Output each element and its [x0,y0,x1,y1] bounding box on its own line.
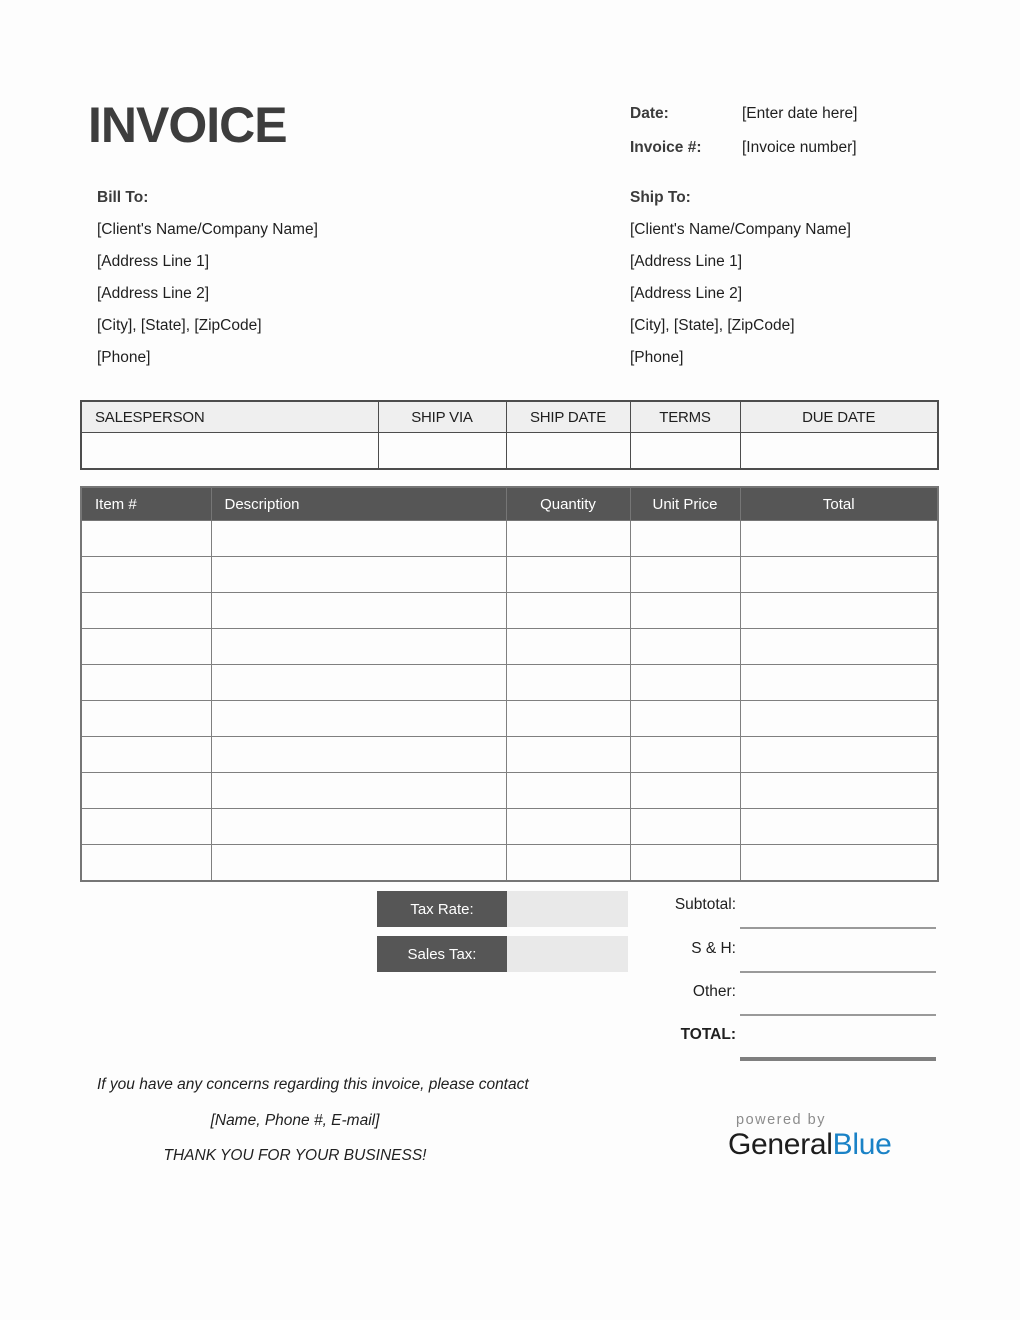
description-cell[interactable] [211,737,506,773]
item-row [81,845,938,882]
item-row [81,629,938,665]
quantity-cell[interactable] [506,557,630,593]
shipping-handling-row [0,940,1020,984]
item-number-cell[interactable] [81,521,211,557]
quantity-cell[interactable] [506,521,630,557]
ship-to-section [630,182,851,374]
quantity-cell[interactable] [506,593,630,629]
date-label: Date: [630,105,669,122]
line-items-table [80,486,939,882]
item-row [81,557,938,593]
invoice-number-field[interactable]: [Invoice number] [742,139,857,156]
ship-to-address2-field[interactable]: [Address Line 2] [630,285,743,302]
bill-to-address1-field[interactable]: [Address Line 1] [97,253,210,270]
shipping-handling-value-line[interactable] [740,971,936,973]
total-value-line[interactable] [740,1057,936,1061]
total-cell[interactable] [740,773,938,809]
total-cell[interactable] [740,809,938,845]
quantity-header: Quantity [506,487,630,521]
unit-price-cell[interactable] [630,773,740,809]
invoice-meta [630,97,857,165]
bill-to-address2-field[interactable]: [Address Line 2] [97,285,210,302]
description-cell[interactable] [211,701,506,737]
item-row [81,773,938,809]
description-cell[interactable] [211,629,506,665]
unit-price-cell[interactable] [630,593,740,629]
unit-price-cell[interactable] [630,809,740,845]
brand-general-text: General [728,1128,833,1161]
item-number-cell[interactable] [81,557,211,593]
date-row [630,97,857,131]
ship-to-label: Ship To: [630,189,691,206]
footer-thank-you: THANK YOU FOR YOUR BUSINESS! [163,1147,427,1164]
ship-date-cell[interactable] [506,433,630,470]
invoice-number-label: Invoice #: [630,139,702,156]
powered-by-text: powered by [736,1112,826,1128]
total-header: Total [740,487,938,521]
bill-to-city-field[interactable]: [City], [State], [ZipCode] [97,317,262,334]
unit-price-cell[interactable] [630,665,740,701]
footer-contact-text: If you have any concerns regarding this invoice, please contact [97,1076,529,1093]
item-row [81,521,938,557]
ship-via-header: SHIP VIA [378,401,506,433]
quantity-cell[interactable] [506,809,630,845]
item-number-cell[interactable] [81,701,211,737]
unit-price-cell[interactable] [630,557,740,593]
footer-contact-field[interactable]: [Name, Phone #, E-mail] [210,1111,380,1129]
bill-to-phone-field[interactable]: [Phone] [97,349,151,366]
unit-price-cell[interactable] [630,845,740,882]
item-number-cell[interactable] [81,809,211,845]
item-number-cell[interactable] [81,845,211,882]
total-cell[interactable] [740,521,938,557]
tax-rate-label: Tax Rate: [377,891,507,927]
bill-to-name-field[interactable]: [Client's Name/Company Name] [97,221,318,238]
terms-cell[interactable] [630,433,740,470]
item-number-cell[interactable] [81,593,211,629]
other-row [0,983,1020,1027]
quantity-cell[interactable] [506,629,630,665]
items-header-row [81,487,938,521]
page-title: INVOICE [88,97,287,153]
ship-to-address1-field[interactable]: [Address Line 1] [630,253,743,270]
description-cell[interactable] [211,773,506,809]
ship-via-cell[interactable] [378,433,506,470]
salesperson-cell[interactable] [81,433,378,470]
ship-to-phone-field[interactable]: [Phone] [630,349,684,366]
item-number-cell[interactable] [81,629,211,665]
quantity-cell[interactable] [506,845,630,882]
description-cell[interactable] [211,557,506,593]
brand-blue-text: Blue [832,1128,892,1161]
subtotal-label: Subtotal: [674,896,736,913]
total-cell[interactable] [740,845,938,882]
unit-price-cell[interactable] [630,701,740,737]
item-row [81,593,938,629]
total-cell[interactable] [740,737,938,773]
terms-header: TERMS [630,401,740,433]
other-label: Other: [692,983,736,1000]
quantity-cell[interactable] [506,737,630,773]
total-cell[interactable] [740,701,938,737]
unit-price-header: Unit Price [630,487,740,521]
bill-to-section [97,182,318,374]
unit-price-cell[interactable] [630,629,740,665]
quantity-cell[interactable] [506,701,630,737]
total-cell[interactable] [740,593,938,629]
description-cell[interactable] [211,593,506,629]
quantity-cell[interactable] [506,773,630,809]
description-cell[interactable] [211,809,506,845]
shipping-handling-label: S & H: [691,940,736,957]
item-row [81,737,938,773]
ship-to-city-field[interactable]: [City], [State], [ZipCode] [630,317,795,334]
shipping-header-row [81,401,938,433]
description-cell[interactable] [211,665,506,701]
bill-to-label: Bill To: [97,189,149,206]
description-header: Description [211,487,506,521]
total-cell[interactable] [740,665,938,701]
shipping-data-row [81,433,938,470]
item-row [81,701,938,737]
date-value-field[interactable]: [Enter date here] [742,105,858,122]
sales-tax-label: Sales Tax: [377,936,507,972]
item-number-cell[interactable] [81,737,211,773]
item-number-cell[interactable] [81,773,211,809]
item-number-cell[interactable] [81,665,211,701]
total-cell[interactable] [740,629,938,665]
due-date-header: DUE DATE [740,401,938,433]
item-number-header: Item # [81,487,211,521]
invoice-number-row [630,131,857,165]
total-label: TOTAL: [680,1026,736,1043]
total-row [0,1026,1020,1070]
description-cell[interactable] [211,521,506,557]
due-date-cell[interactable] [740,433,938,470]
footer-note [97,1067,529,1174]
brand-logo [728,1112,892,1162]
unit-price-cell[interactable] [630,521,740,557]
salesperson-header: SALESPERSON [81,401,378,433]
item-row [81,665,938,701]
other-value-line[interactable] [740,1014,936,1016]
quantity-cell[interactable] [506,665,630,701]
subtotal-value-line[interactable] [740,927,936,929]
ship-to-name-field[interactable]: [Client's Name/Company Name] [630,221,851,238]
shipping-info-table [80,400,939,470]
unit-price-cell[interactable] [630,737,740,773]
item-row [81,809,938,845]
description-cell[interactable] [211,845,506,882]
ship-date-header: SHIP DATE [506,401,630,433]
total-cell[interactable] [740,557,938,593]
subtotal-row [0,896,1020,940]
general-blue-logo [728,1128,892,1162]
